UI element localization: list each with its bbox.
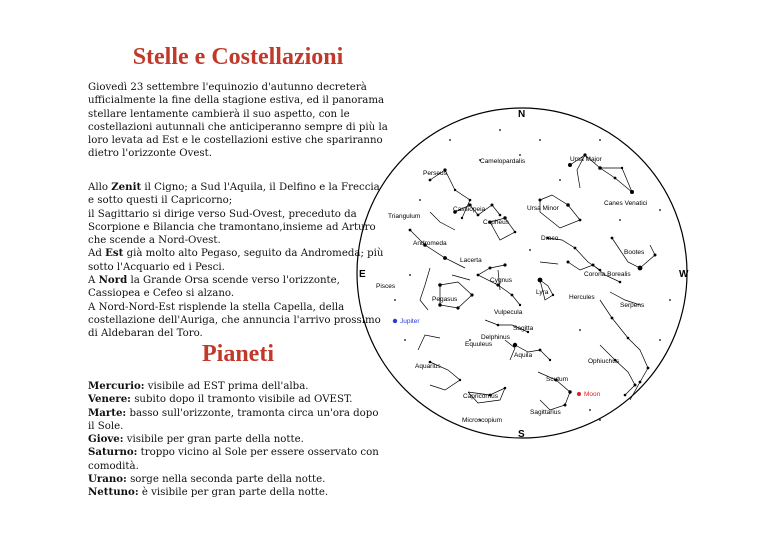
- north-text: la Grande Orsa scende verso l'orizzonte, Cassiopea e Cefeo si alzano.: [88, 275, 340, 300]
- nne-text: A Nord-Nord-Est risplende la stella Capella, della costellazione dell'Auriga, che annuncia l'arrivo prossimo di Aldebaran del Toro.: [88, 301, 381, 340]
- planet-text-venus: subito dopo il tramonto visibile ad OVEST.: [130, 394, 353, 406]
- label-microscopium: Microscopium: [462, 417, 503, 424]
- label-perseus: Perseus: [423, 170, 447, 177]
- sky-description: Allo Zenit il Cigno; a Sud l'Aquila, il Delfino e la Freccia e sotto questi il Capricorno; il Sagittario si dirige verso Sud-Ovest, preceduto da Scorpione e Bilancia che tramontano,insieme ad Arturo che scende a Nord-Ovest. Ad Est già molto alto Pegaso, seguito da Andromeda; più sotto l'Acquario ed i Pesci. A Nord la Grande Orsa scende verso l'orizzonte, Cassiopea e Cefeo si alzano. A Nord-Nord-Est risplende la stella Capella, della costellazione dell'Auriga, che annuncia l'arrivo prossimo di Aldebaran del Toro.: [88, 181, 384, 340]
- jupiter-label: Jupiter: [400, 318, 420, 325]
- label-cygnus: Cygnus: [490, 277, 513, 284]
- label-capricornus: Capricornus: [463, 393, 499, 400]
- planet-text-mars: basso sull'orizzonte, tramonta circa un'ora dopo il Sole.: [88, 407, 379, 432]
- label-andromeda: Andromeda: [413, 240, 447, 247]
- label-bootes: Bootes: [624, 249, 645, 256]
- label-lyra: Lyra: [536, 289, 549, 296]
- label-vulpecula: Vulpecula: [494, 309, 523, 316]
- planet-name-saturn: Saturno:: [88, 446, 138, 459]
- planet-text-jupiter: visibile per gran parte della notte.: [123, 434, 304, 446]
- zenith-text: il Cigno; a Sud l'Aquila, il Delfino e la Freccia e sotto questi il Capricorno;: [88, 182, 380, 207]
- label-ursa-minor: Ursa Minor: [527, 205, 559, 212]
- label-cassiopeia: Cassiopeia: [453, 206, 486, 213]
- jupiter-marker: [393, 319, 397, 323]
- label-scutum: Scutum: [546, 376, 569, 383]
- label-corona-borealis: Corona Borealis: [584, 271, 631, 278]
- label-triangulum: Triangulum: [388, 213, 421, 220]
- label-pisces: Pisces: [376, 283, 396, 290]
- label-sagitta: Sagitta: [513, 325, 534, 332]
- planets-list: [88, 380, 388, 500]
- constellation-labels: [376, 156, 647, 424]
- planet-name-neptune: Nettuno:: [88, 486, 139, 499]
- planet-text-saturn: troppo vicino al Sole per essere osservato con comodità.: [88, 447, 379, 472]
- direction-east: E: [359, 269, 366, 280]
- planets-title: Pianeti: [202, 341, 274, 367]
- southwest-text: il Sagittario si dirige verso Sud-Ovest, preceduto da Scorpione e Bilancia che tramontano,insieme ad Arturo che scende a Nord-Ovest.: [88, 208, 376, 247]
- east-label: Est: [105, 247, 124, 260]
- label-sagittarius: Sagittarius: [530, 409, 561, 416]
- label-ursa-major: Ursa Major: [570, 156, 602, 163]
- planet-text-uranus: sorge nella seconda parte della notte.: [126, 474, 326, 486]
- label-cepheus: Cepheus: [483, 219, 510, 226]
- label-lacerta: Lacerta: [460, 257, 482, 264]
- label-draco: Draco: [541, 235, 559, 242]
- page-title: Stelle e Costellazioni: [132, 44, 344, 70]
- planet-name-mars: Marte:: [88, 406, 127, 419]
- planet-name-uranus: Urano:: [88, 473, 127, 486]
- moon-label: Moon: [584, 391, 601, 398]
- planet-text-neptune: è visibile per gran parte della notte.: [138, 487, 329, 499]
- direction-south: S: [518, 429, 525, 440]
- label-pegasus: Pegasus: [432, 296, 458, 303]
- label-equuleus: Equuleus: [465, 341, 493, 348]
- direction-west: W: [679, 269, 689, 280]
- label-aquarius: Aquarius: [415, 363, 441, 370]
- sky-map: [350, 100, 700, 450]
- label-hercules: Hercules: [569, 294, 595, 301]
- planet-name-mercury: Mercurio:: [88, 380, 145, 392]
- constellation-lines: [410, 155, 655, 410]
- label-delphinus: Delphinus: [481, 334, 510, 341]
- label-ophiuchus: Ophiuchus: [588, 358, 620, 365]
- label-aquila: Aquila: [514, 352, 533, 359]
- north-label: Nord: [98, 274, 128, 287]
- planet-name-jupiter: Giove:: [88, 433, 124, 446]
- planet-text-mercury: visibile ad EST prima dell'alba.: [144, 381, 309, 392]
- moon-marker: [577, 392, 581, 396]
- planet-name-venus: Venere:: [88, 393, 131, 406]
- label-camelopardalis: Camelopardalis: [480, 158, 526, 165]
- label-canes-venatici: Canes Venatici: [604, 200, 648, 207]
- intro-paragraph: Giovedì 23 settembre l'equinozio d'autunno decreterà ufficialmente la fine della stagione estiva, ed il panorama stellare lentamente cambierà il suo aspetto, con le costellazioni autunnali che anticiperanno sempre di più la loro levata ad Est e le costellazioni estive che spariranno dietro l'orizzonte Ovest.: [88, 82, 388, 160]
- zenith-label: Zenit: [111, 181, 142, 193]
- direction-north: N: [518, 109, 526, 120]
- label-serpens: Serpens: [620, 302, 645, 309]
- east-text: già molto alto Pegaso, seguito da Andromeda; più sotto l'Acquario ed i Pesci.: [88, 248, 384, 273]
